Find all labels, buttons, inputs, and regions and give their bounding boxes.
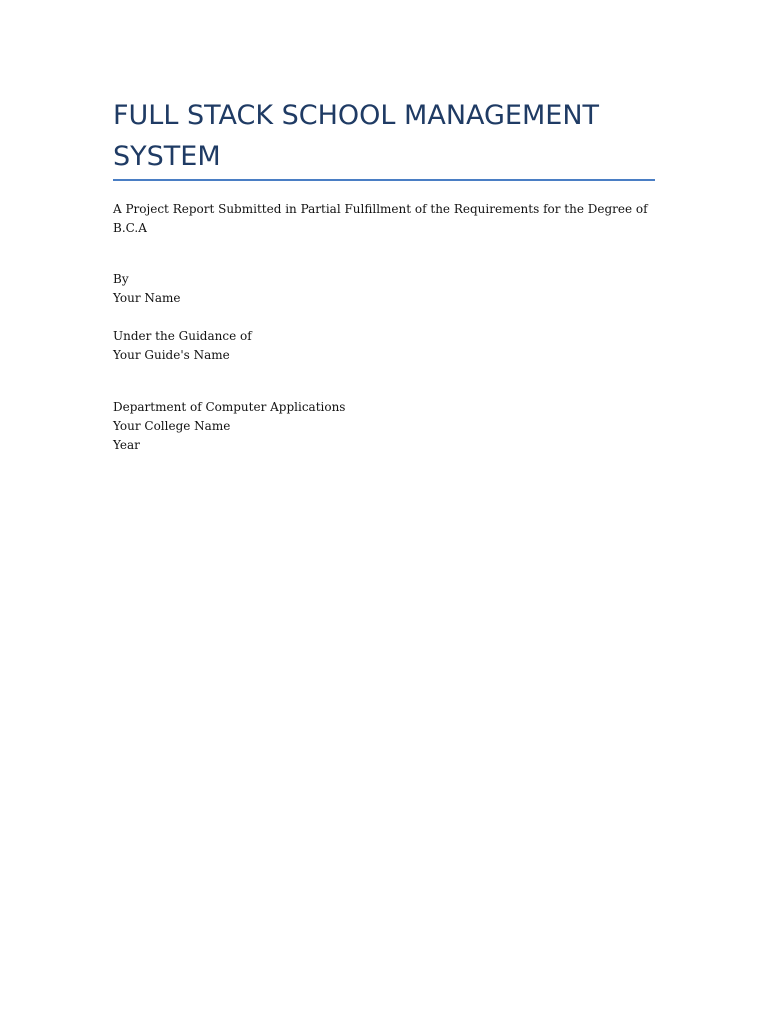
college-name: Your College Name — [113, 419, 231, 433]
author-block — [113, 270, 653, 308]
by-label: By — [113, 272, 129, 286]
document-title — [113, 95, 673, 177]
subtitle-line-2: B.C.A — [113, 221, 147, 235]
title-line-2: SYSTEM — [113, 141, 221, 172]
title-line-1: FULL STACK SCHOOL MANAGEMENT — [113, 100, 600, 131]
guide-name: Your Guide's Name — [113, 348, 230, 362]
subtitle — [113, 200, 653, 238]
guidance-block — [113, 327, 653, 365]
subtitle-line-1: A Project Report Submitted in Partial Fulfillment of the Requirements for the Degree of — [113, 202, 648, 216]
author-name: Your Name — [113, 291, 181, 305]
year: Year — [113, 438, 140, 452]
department-name: Department of Computer Applications — [113, 400, 346, 414]
guidance-label: Under the Guidance of — [113, 329, 252, 343]
title-underline — [113, 179, 655, 181]
institution-block — [113, 398, 653, 455]
